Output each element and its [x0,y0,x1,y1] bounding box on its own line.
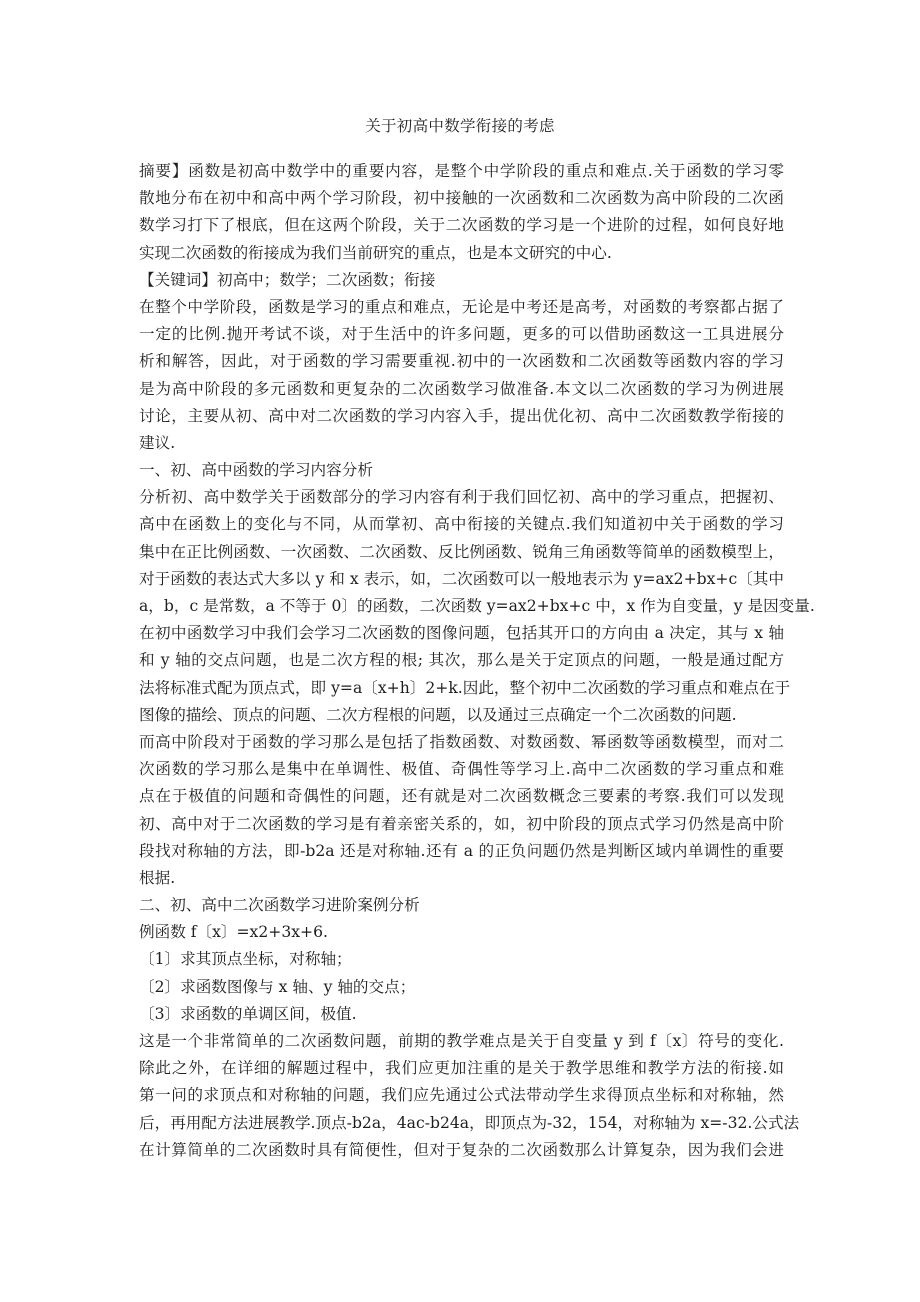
text-line: 根据. [139,868,176,887]
text-line: a，b，c 是常数，a 不等于 0〕的函数，二次函数 y=ax2+bx+c 中，x 作为自变量，y 是因变量. [139,597,815,615]
text-line: 段找对称轴的方法，即-b2a 还是对称轴.还有 a 的正负问题仍然是判断区域内单调性的重要 [139,841,784,860]
document-title: 关于初高中数学衔接的考虑 [365,117,555,135]
text-line: 数学习打下了根底，但在这两个阶段，关于二次函数的学习是一个进阶的过程，如何良好地 [139,216,784,235]
text-line: 次函数的学习那么是集中在单调性、极值、奇偶性等学习上.高中二次函数的学习重点和难 [139,760,784,779]
text-line: 〔1〕求其顶点坐标，对称轴； [139,950,352,969]
text-line: 【关键词】初高中；数学；二次函数；衔接 [139,270,436,289]
document-body [139,158,815,1164]
text-line: 点在于极值的问题和奇偶性的问题，还有就是对二次函数概念三要素的考察.我们可以发现 [139,787,784,806]
text-line: 实现二次函数的衔接成为我们当前研究的重点，也是本文研究的中心. [139,243,612,262]
text-line: 而高中阶段对于函数的学习那么是包括了指数函数、对数函数、幂函数等函数模型，而对二 [139,732,784,751]
text-line: 初、高中对于二次函数的学习是有着亲密关系的，如，初中阶段的顶点式学习仍然是高中阶 [139,814,784,833]
text-line: 析和解答，因此，对于函数的学习需要重视.初中的一次函数和二次函数等函数内容的学习 [139,352,784,371]
text-line: 建议. [139,433,176,452]
text-line: 集中在正比例函数、一次函数、二次函数、反比例函数、锐角三角函数等简单的函数模型上， [139,542,784,561]
text-line: 例函数 f〔x〕=x2+3x+6. [139,923,328,942]
text-line: 二、初、高中二次函数学习进阶案例分析 [139,896,420,915]
text-line: 一、初、高中函数的学习内容分析 [139,461,373,480]
text-line: 散地分布在初中和高中两个学习阶段，初中接触的一次函数和二次函数为高中阶段的二次函 [139,189,784,208]
text-line: 在整个中学阶段，函数是学习的重点和难点，无论是中考还是高考，对函数的考察都占据了 [139,297,784,316]
text-line: 这是一个非常简单的二次函数问题，前期的教学难点是关于自变量 y 到 f〔x〕符号的变化. [139,1032,785,1050]
text-line: 高中在函数上的变化与不同，从而掌初、高中衔接的关键点.我们知道初中关于函数的学习 [139,515,784,534]
text-line: 在初中函数学习中我们会学习二次函数的图像问题，包括其开口的方向由 a 决定，其与 x 轴 [139,624,784,643]
text-line: 法将标准式配为顶点式，即 y=a〔x+h〕2+k.因此，整个初中二次函数的学习重点和难点在于 [139,678,791,697]
text-line: 分析初、高中数学关于函数部分的学习内容有利于我们回忆初、高中的学习重点，把握初、 [139,488,784,507]
text-line: 一定的比例.抛开考试不谈，对于生活中的许多问题，更多的可以借助函数这一工具进展分 [139,325,784,344]
text-line: 〔2〕求函数图像与 x 轴、y 轴的交点； [139,977,416,996]
text-line: 图像的描绘、顶点的问题、二次方程根的问题，以及通过三点确定一个二次函数的问题. [139,705,737,724]
text-line: 〔3〕求函数的单调区间，极值. [139,1004,357,1023]
text-line: 对于函数的表达式大多以 y 和 x 表示，如，二次函数可以一般地表示为 y=ax2+bx+c〔其中 [139,569,784,588]
text-line: 是为高中阶段的多元函数和更复杂的二次函数学习做准备.本文以二次函数的学习为例进展 [139,379,784,398]
text-line: 和 y 轴的交点问题，也是二次方程的根; 其次，那么是关于定顶点的问题，一般是通过配方 [139,651,784,670]
text-line: 后，再用配方法进展教学.顶点-b2a，4ac-b24a，即顶点为-32，154，对称轴为 x=-32.公式法 [139,1113,800,1132]
text-line: 讨论，主要从初、高中对二次函数的学习内容入手，提出优化初、高中二次函数教学衔接的 [139,406,784,425]
text-line: 摘要】函数是初高中数学中的重要内容，是整个中学阶段的重点和难点.关于函数的学习零 [139,162,784,180]
text-line: 第一问的求顶点和对称轴的问题，我们应先通过公式法带动学生求得顶点坐标和对称轴，然 [139,1086,784,1105]
text-line: 除此之外，在详细的解题过程中，我们应更加注重的是关于教学思维和教学方法的衔接.如 [139,1059,784,1078]
text-line: 在计算简单的二次函数时具有简便性，但对于复杂的二次函数那么计算复杂，因为我们会进 [139,1140,784,1159]
